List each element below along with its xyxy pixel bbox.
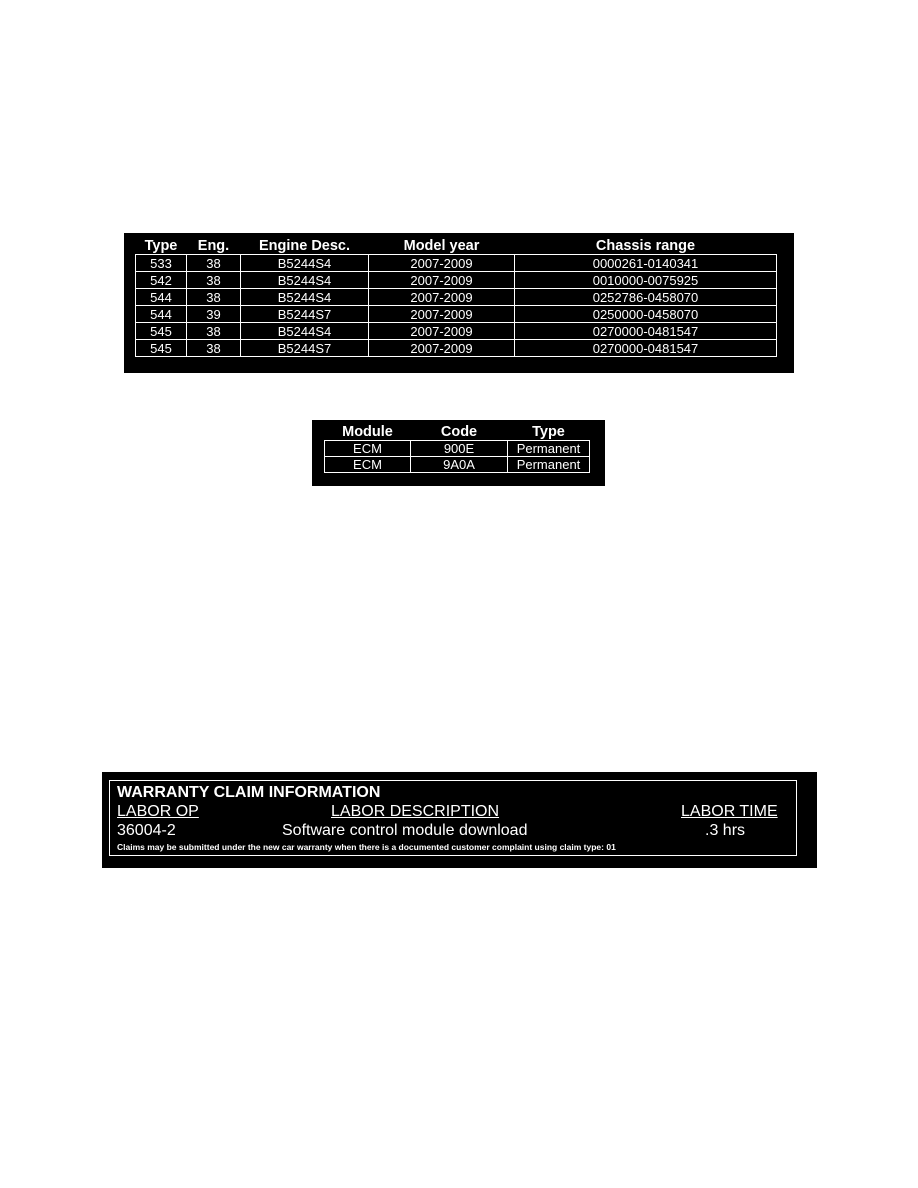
cell-engine-desc: B5244S7 [241,306,369,323]
module-table [324,423,590,473]
cell-chassis-range: 0270000-0481547 [515,323,777,340]
cell-chassis-range: 0250000-0458070 [515,306,777,323]
cell-type: 544 [136,306,187,323]
cell-model-year: 2007-2009 [369,255,515,272]
cell-model-year: 2007-2009 [369,340,515,357]
cell-engine-desc: B5244S4 [241,289,369,306]
warranty-frame [109,780,797,856]
header-engine-desc: Engine Desc. [258,237,351,254]
header-type: Type [144,237,178,254]
cell-type: 545 [136,340,187,357]
header-chassis-range: Chassis range [595,237,696,254]
cell-code: 9A0A [411,457,508,473]
cell-module: ECM [325,457,411,473]
warranty-panel [102,772,817,868]
cell-code: 900E [411,441,508,457]
header-model-year: Model year [403,237,480,254]
vehicle-table-panel [124,233,794,373]
cell-type: Permanent [508,441,590,457]
cell-engine-desc: B5244S4 [241,323,369,340]
cell-engine-desc: B5244S4 [241,272,369,289]
table-row [136,272,777,289]
cell-chassis-range: 0252786-0458070 [515,289,777,306]
header-eng: Eng. [197,237,230,254]
cell-type: Permanent [508,457,590,473]
cell-model-year: 2007-2009 [369,289,515,306]
cell-model-year: 2007-2009 [369,306,515,323]
cell-type: 542 [136,272,187,289]
cell-chassis-range: 0270000-0481547 [515,340,777,357]
cell-chassis-range: 0000261-0140341 [515,255,777,272]
cell-eng: 38 [187,272,241,289]
labor-description-value: Software control module download [282,822,528,839]
cell-type: 533 [136,255,187,272]
cell-type: 545 [136,323,187,340]
warranty-title: WARRANTY CLAIM INFORMATION [117,784,381,801]
cell-model-year: 2007-2009 [369,272,515,289]
table-row [136,306,777,323]
cell-eng: 39 [187,306,241,323]
table-row [325,457,590,473]
labor-op-label: LABOR OP [117,803,199,820]
vehicle-table-header-row [136,237,777,255]
cell-eng: 38 [187,323,241,340]
cell-engine-desc: B5244S4 [241,255,369,272]
header-type: Type [532,423,565,440]
module-table-panel [312,420,605,486]
module-table-header-row [325,423,590,441]
cell-chassis-range: 0010000-0075925 [515,272,777,289]
labor-time-value: .3 hrs [705,822,746,839]
table-row [136,340,777,357]
table-row [136,255,777,272]
table-row [136,289,777,306]
labor-time-label: LABOR TIME [681,803,778,820]
table-row [136,323,777,340]
table-row [325,441,590,457]
header-module: Module [342,423,393,440]
warranty-note: Claims may be submitted under the new car warranty when there is a documented customer complaint using claim type: 01 [117,842,616,852]
cell-module: ECM [325,441,411,457]
labor-op-value: 36004-2 [117,822,176,839]
cell-engine-desc: B5244S7 [241,340,369,357]
cell-model-year: 2007-2009 [369,323,515,340]
cell-eng: 38 [187,255,241,272]
cell-type: 544 [136,289,187,306]
labor-description-label: LABOR DESCRIPTION [331,803,500,820]
cell-eng: 38 [187,340,241,357]
vehicle-table [135,237,777,357]
cell-eng: 38 [187,289,241,306]
header-code: Code [440,423,478,440]
